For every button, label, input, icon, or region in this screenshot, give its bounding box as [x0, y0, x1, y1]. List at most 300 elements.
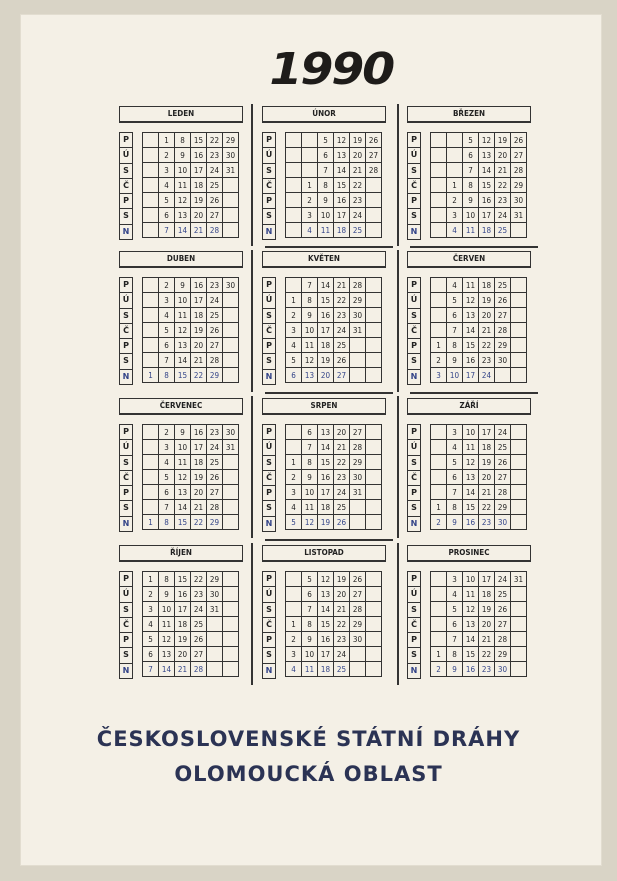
date-table — [430, 277, 527, 383]
week-row — [431, 278, 527, 293]
date-cell: 31 — [511, 208, 527, 223]
weekday-label: Č — [407, 617, 421, 632]
date-cell: 26 — [495, 602, 511, 617]
week-row — [143, 148, 239, 163]
date-cell — [223, 602, 239, 617]
date-cell: 20 — [479, 308, 495, 323]
date-cell: 4 — [143, 617, 159, 632]
date-cell: 17 — [318, 647, 334, 662]
week-row — [431, 193, 527, 208]
date-cell: 19 — [479, 293, 495, 308]
date-cell — [143, 455, 159, 470]
date-cell: 27 — [191, 647, 207, 662]
date-cell: 30 — [495, 662, 511, 677]
date-cell: 23 — [334, 470, 350, 485]
weekday-labels — [119, 571, 133, 679]
date-cell: 7 — [143, 662, 159, 677]
date-cell: 10 — [175, 163, 191, 178]
date-cell: 25 — [495, 587, 511, 602]
date-cell: 24 — [334, 647, 350, 662]
weekday-label: Č — [262, 470, 276, 485]
month-listopad — [262, 545, 398, 685]
weekday-label: P — [119, 632, 133, 647]
date-cell: 7 — [159, 500, 175, 515]
date-cell — [511, 278, 527, 293]
week-row — [286, 470, 382, 485]
date-cell: 20 — [191, 338, 207, 353]
date-cell: 28 — [191, 662, 207, 677]
week-row — [431, 323, 527, 338]
date-cell: 9 — [302, 632, 318, 647]
divider-line — [397, 104, 399, 246]
date-cell: 11 — [318, 223, 334, 238]
date-cell: 21 — [191, 223, 207, 238]
date-cell — [143, 208, 159, 223]
date-cell: 26 — [207, 193, 223, 208]
date-cell: 23 — [191, 587, 207, 602]
date-cell: 31 — [223, 440, 239, 455]
date-cell: 15 — [191, 133, 207, 148]
week-row — [143, 515, 239, 530]
date-cell: 17 — [318, 485, 334, 500]
date-cell: 13 — [334, 148, 350, 163]
date-cell — [286, 208, 302, 223]
week-row — [431, 293, 527, 308]
weekday-labels — [119, 132, 133, 240]
month-září — [407, 398, 543, 538]
date-cell: 22 — [479, 500, 495, 515]
date-cell: 3 — [286, 323, 302, 338]
date-cell: 1 — [143, 572, 159, 587]
date-cell: 6 — [447, 617, 463, 632]
date-cell — [366, 440, 382, 455]
date-cell: 3 — [159, 163, 175, 178]
date-cell: 18 — [479, 440, 495, 455]
date-cell: 14 — [463, 485, 479, 500]
date-cell: 31 — [511, 572, 527, 587]
weekday-labels — [262, 571, 276, 679]
date-cell — [207, 647, 223, 662]
date-cell: 3 — [447, 208, 463, 223]
date-cell: 31 — [207, 602, 223, 617]
date-cell: 9 — [463, 193, 479, 208]
date-cell: 7 — [447, 323, 463, 338]
date-cell: 11 — [463, 223, 479, 238]
week-row — [431, 368, 527, 383]
date-cell: 9 — [447, 662, 463, 677]
week-row — [431, 647, 527, 662]
date-cell: 4 — [159, 308, 175, 323]
date-cell: 23 — [207, 278, 223, 293]
month-červenec — [119, 398, 255, 538]
date-cell: 18 — [318, 500, 334, 515]
date-cell: 12 — [175, 470, 191, 485]
date-cell: 8 — [447, 500, 463, 515]
date-cell: 15 — [463, 647, 479, 662]
date-cell: 27 — [495, 308, 511, 323]
date-cell: 22 — [350, 178, 366, 193]
date-cell — [286, 148, 302, 163]
date-cell — [511, 587, 527, 602]
date-cell: 13 — [318, 587, 334, 602]
weekday-label: P — [262, 277, 276, 292]
date-cell: 26 — [207, 470, 223, 485]
date-cell — [431, 617, 447, 632]
month-name: ČERVENEC — [119, 398, 243, 415]
date-cell: 12 — [463, 293, 479, 308]
date-cell: 12 — [302, 353, 318, 368]
weekday-label: P — [407, 632, 421, 647]
date-cell: 19 — [175, 632, 191, 647]
weekday-label: Ú — [407, 439, 421, 454]
date-cell: 24 — [479, 368, 495, 383]
weekday-label: P — [407, 132, 421, 147]
date-cell — [366, 223, 382, 238]
weekday-label: S — [119, 353, 133, 368]
date-cell: 27 — [495, 617, 511, 632]
weekday-labels — [262, 277, 276, 385]
date-cell: 29 — [207, 572, 223, 587]
date-cell: 25 — [207, 308, 223, 323]
month-name: KVĚTEN — [262, 251, 386, 268]
divider-line — [410, 392, 538, 394]
date-cell — [511, 602, 527, 617]
week-row — [143, 662, 239, 677]
date-cell: 15 — [175, 515, 191, 530]
date-cell: 23 — [207, 148, 223, 163]
date-cell — [143, 193, 159, 208]
date-cell: 14 — [159, 662, 175, 677]
date-cell: 17 — [463, 368, 479, 383]
weekday-label: Č — [262, 617, 276, 632]
date-cell: 6 — [159, 485, 175, 500]
date-cell — [223, 223, 239, 238]
date-cell: 27 — [207, 208, 223, 223]
date-cell: 30 — [511, 193, 527, 208]
weekday-labels — [119, 277, 133, 385]
date-cell: 17 — [334, 208, 350, 223]
date-cell — [286, 223, 302, 238]
date-cell — [431, 178, 447, 193]
date-cell: 5 — [286, 515, 302, 530]
date-cell: 6 — [302, 587, 318, 602]
week-row — [286, 602, 382, 617]
date-cell: 30 — [223, 278, 239, 293]
month-květen — [262, 251, 398, 391]
date-cell: 13 — [159, 647, 175, 662]
date-cell: 30 — [495, 353, 511, 368]
weekday-label: N — [119, 663, 133, 679]
date-cell — [223, 455, 239, 470]
date-cell: 26 — [334, 353, 350, 368]
date-cell: 30 — [495, 515, 511, 530]
date-cell — [143, 470, 159, 485]
date-cell — [223, 632, 239, 647]
date-cell: 20 — [334, 425, 350, 440]
date-cell: 27 — [334, 368, 350, 383]
month-prosinec — [407, 545, 543, 685]
date-cell: 17 — [479, 425, 495, 440]
weekday-label: P — [262, 571, 276, 586]
weekday-label: N — [119, 224, 133, 240]
date-cell: 20 — [175, 647, 191, 662]
date-cell: 8 — [159, 368, 175, 383]
date-cell: 2 — [159, 425, 175, 440]
date-cell — [143, 163, 159, 178]
date-table — [285, 424, 382, 530]
date-cell — [143, 425, 159, 440]
date-cell: 5 — [286, 353, 302, 368]
week-row — [286, 133, 382, 148]
weekday-label: P — [407, 424, 421, 439]
month-leden — [119, 106, 255, 246]
weekday-label: P — [119, 485, 133, 500]
date-cell: 4 — [302, 223, 318, 238]
week-row — [431, 500, 527, 515]
divider-line — [251, 396, 253, 538]
date-cell: 24 — [207, 440, 223, 455]
date-cell: 25 — [191, 617, 207, 632]
date-cell — [223, 470, 239, 485]
date-cell: 13 — [175, 338, 191, 353]
date-cell — [511, 353, 527, 368]
date-cell: 5 — [159, 323, 175, 338]
date-cell — [350, 353, 366, 368]
month-name: PROSINEC — [407, 545, 531, 562]
date-cell: 17 — [318, 323, 334, 338]
weekday-label: S — [262, 602, 276, 617]
date-cell — [511, 617, 527, 632]
date-cell: 4 — [159, 455, 175, 470]
date-cell: 16 — [191, 148, 207, 163]
week-row — [143, 293, 239, 308]
date-cell: 2 — [431, 515, 447, 530]
date-cell: 14 — [175, 353, 191, 368]
date-cell: 29 — [223, 133, 239, 148]
date-cell: 11 — [302, 500, 318, 515]
divider-line — [265, 539, 393, 541]
date-cell: 28 — [495, 485, 511, 500]
date-cell — [511, 500, 527, 515]
date-cell: 30 — [350, 632, 366, 647]
date-cell: 9 — [159, 587, 175, 602]
date-cell: 3 — [159, 440, 175, 455]
date-cell — [366, 647, 382, 662]
month-name: LISTOPAD — [262, 545, 386, 562]
date-cell — [366, 193, 382, 208]
week-row — [286, 223, 382, 238]
date-cell: 12 — [463, 455, 479, 470]
date-cell: 10 — [302, 647, 318, 662]
week-row — [143, 602, 239, 617]
date-cell — [431, 485, 447, 500]
date-cell: 7 — [447, 485, 463, 500]
date-cell: 10 — [318, 208, 334, 223]
week-row — [143, 208, 239, 223]
date-cell: 26 — [495, 455, 511, 470]
date-table — [430, 571, 527, 677]
date-cell: 25 — [350, 223, 366, 238]
date-cell: 22 — [207, 133, 223, 148]
date-cell — [511, 455, 527, 470]
date-cell — [223, 353, 239, 368]
date-cell — [431, 440, 447, 455]
date-cell — [350, 500, 366, 515]
date-cell: 17 — [479, 208, 495, 223]
date-cell — [286, 602, 302, 617]
month-březen — [407, 106, 543, 246]
date-cell: 14 — [479, 163, 495, 178]
date-cell: 25 — [495, 440, 511, 455]
date-cell — [350, 338, 366, 353]
date-cell: 23 — [334, 632, 350, 647]
date-table — [285, 132, 382, 238]
date-cell: 28 — [350, 602, 366, 617]
date-cell — [366, 587, 382, 602]
date-cell: 22 — [334, 617, 350, 632]
weekday-label: P — [119, 132, 133, 147]
week-row — [286, 148, 382, 163]
date-cell: 28 — [207, 500, 223, 515]
week-row — [143, 353, 239, 368]
date-cell: 19 — [495, 133, 511, 148]
date-cell: 17 — [479, 572, 495, 587]
date-cell: 16 — [191, 278, 207, 293]
date-table — [285, 277, 382, 383]
date-cell: 12 — [334, 133, 350, 148]
date-cell: 12 — [479, 133, 495, 148]
weekday-label: N — [262, 516, 276, 532]
week-row — [143, 485, 239, 500]
date-cell: 25 — [334, 338, 350, 353]
divider-line — [397, 543, 399, 685]
weekday-label: S — [119, 308, 133, 323]
weekday-label: S — [407, 208, 421, 223]
weekday-label: P — [262, 632, 276, 647]
date-cell: 2 — [286, 632, 302, 647]
date-cell — [286, 587, 302, 602]
week-row — [286, 632, 382, 647]
date-cell — [366, 470, 382, 485]
date-cell — [447, 133, 463, 148]
date-cell — [431, 572, 447, 587]
date-table — [430, 424, 527, 530]
date-cell: 21 — [479, 485, 495, 500]
date-cell — [366, 293, 382, 308]
date-cell: 26 — [334, 515, 350, 530]
date-cell: 29 — [495, 500, 511, 515]
weekday-label: P — [262, 424, 276, 439]
date-cell: 11 — [463, 440, 479, 455]
date-cell — [350, 647, 366, 662]
date-cell: 15 — [463, 338, 479, 353]
date-cell: 14 — [463, 632, 479, 647]
weekday-labels — [262, 424, 276, 532]
date-cell — [431, 587, 447, 602]
date-cell: 18 — [318, 662, 334, 677]
month-name: ÚNOR — [262, 106, 386, 123]
date-cell: 1 — [431, 338, 447, 353]
week-row — [431, 208, 527, 223]
date-cell: 1 — [286, 293, 302, 308]
date-cell — [223, 500, 239, 515]
weekday-labels — [407, 277, 421, 385]
date-cell: 6 — [318, 148, 334, 163]
date-cell: 19 — [191, 323, 207, 338]
date-cell: 21 — [191, 500, 207, 515]
weekday-label: S — [262, 353, 276, 368]
date-cell — [302, 163, 318, 178]
date-cell — [143, 353, 159, 368]
date-cell: 27 — [207, 338, 223, 353]
date-cell — [366, 278, 382, 293]
date-cell: 18 — [175, 617, 191, 632]
date-cell — [207, 617, 223, 632]
week-row — [431, 632, 527, 647]
date-cell: 15 — [463, 500, 479, 515]
date-cell — [286, 133, 302, 148]
date-cell: 8 — [175, 133, 191, 148]
week-row — [286, 368, 382, 383]
date-cell: 29 — [207, 368, 223, 383]
weekday-label: Ú — [407, 586, 421, 601]
date-cell — [447, 148, 463, 163]
date-cell — [511, 662, 527, 677]
week-row — [143, 308, 239, 323]
divider-line — [397, 396, 399, 538]
date-cell: 24 — [495, 425, 511, 440]
date-cell: 7 — [302, 278, 318, 293]
date-cell — [511, 515, 527, 530]
footer-line-2: OLOMOUCKÁ OBLAST — [174, 762, 443, 786]
date-cell — [511, 293, 527, 308]
weekday-label: Č — [119, 617, 133, 632]
month-name: ŘÍJEN — [119, 545, 243, 562]
date-cell: 15 — [334, 178, 350, 193]
date-cell: 23 — [479, 515, 495, 530]
date-cell: 15 — [318, 455, 334, 470]
date-cell: 10 — [463, 208, 479, 223]
date-cell: 27 — [350, 425, 366, 440]
date-cell: 9 — [175, 278, 191, 293]
date-cell — [366, 368, 382, 383]
date-cell: 10 — [175, 440, 191, 455]
date-cell: 17 — [191, 163, 207, 178]
date-cell: 2 — [286, 308, 302, 323]
date-cell: 24 — [495, 208, 511, 223]
date-cell: 18 — [334, 223, 350, 238]
date-cell: 10 — [447, 368, 463, 383]
weekday-label: Ú — [262, 439, 276, 454]
date-cell: 22 — [191, 572, 207, 587]
date-cell — [511, 323, 527, 338]
date-cell: 13 — [302, 368, 318, 383]
date-cell: 3 — [286, 647, 302, 662]
date-cell — [366, 662, 382, 677]
date-cell: 28 — [207, 353, 223, 368]
date-cell: 19 — [318, 353, 334, 368]
date-cell — [223, 617, 239, 632]
date-cell — [223, 572, 239, 587]
week-row — [286, 647, 382, 662]
weekday-label: S — [262, 500, 276, 515]
date-cell: 7 — [463, 163, 479, 178]
date-cell: 8 — [159, 515, 175, 530]
date-cell: 28 — [495, 323, 511, 338]
date-cell: 29 — [495, 647, 511, 662]
weekday-label: S — [262, 163, 276, 178]
date-cell: 26 — [191, 632, 207, 647]
